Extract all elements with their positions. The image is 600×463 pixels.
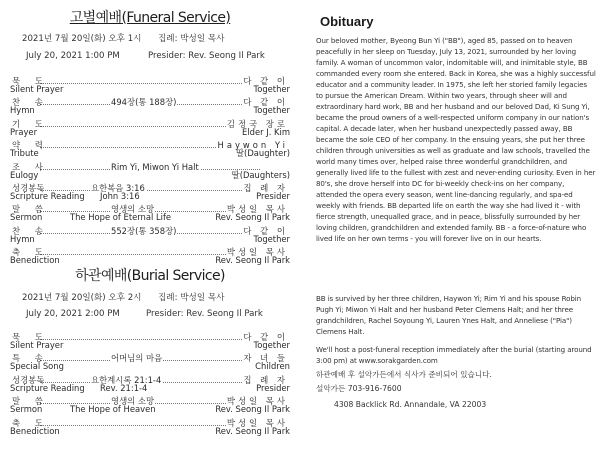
order-leader-en: Presider bbox=[256, 382, 290, 393]
order-detail-ko: 494장(통 188장) bbox=[111, 97, 177, 108]
burial-officiant-ko: 집례: 박성일 목사 bbox=[158, 293, 225, 303]
order-item-en: Tribute bbox=[10, 148, 39, 159]
burial-date-en: July 20, 2021 2:00 PM bbox=[26, 309, 120, 319]
order-leader-en: Together bbox=[253, 233, 290, 244]
order-leader-en: Elder J. Kim bbox=[242, 126, 290, 137]
order-item-ko: 말 씀 bbox=[12, 396, 49, 407]
order-row-english bbox=[10, 341, 290, 350]
order-leader-ko: 박성일 목사 bbox=[226, 204, 288, 215]
order-row-english bbox=[10, 192, 290, 201]
order-item-en: Silent Prayer bbox=[10, 340, 64, 350]
order-row bbox=[10, 204, 290, 223]
order-item-ko: 조 사 bbox=[12, 161, 49, 172]
order-item-en: Special Song bbox=[10, 361, 64, 372]
leader-dots bbox=[40, 339, 260, 340]
order-leader-ko: 집 례 자 bbox=[243, 374, 288, 385]
order-row-english bbox=[10, 405, 290, 414]
order-row bbox=[10, 183, 290, 201]
order-item-en: Sermon bbox=[10, 404, 43, 415]
order-detail-en: Rev. 21:1-4 bbox=[100, 382, 148, 393]
order-leader-ko: 박성일 목사 bbox=[226, 396, 288, 407]
obituary-title: Obituary bbox=[320, 14, 374, 29]
order-row bbox=[10, 225, 290, 244]
order-leader-ko: 김정국 장로 bbox=[226, 118, 288, 129]
order-row bbox=[10, 247, 290, 266]
order-row bbox=[10, 417, 290, 436]
order-item-ko: 약 력 bbox=[12, 140, 49, 151]
order-row bbox=[10, 374, 290, 393]
order-leader-ko: 다 같 이 bbox=[243, 76, 288, 86]
funeral-presider-en: Presider: Rev. Seong Il Park bbox=[148, 51, 265, 61]
order-row-english bbox=[10, 427, 290, 436]
order-leader-en: Presider bbox=[256, 191, 290, 201]
order-row-english bbox=[10, 106, 290, 115]
order-row bbox=[10, 353, 290, 372]
order-item-ko: 특 송 bbox=[12, 353, 49, 364]
order-leader-en: Children bbox=[255, 361, 290, 372]
order-detail-en: The Hope of Heaven bbox=[70, 404, 156, 415]
order-row-english bbox=[10, 128, 290, 137]
order-row bbox=[10, 332, 290, 350]
order-row bbox=[10, 161, 290, 180]
order-row bbox=[10, 118, 290, 137]
order-item-en: Eulogy bbox=[10, 169, 39, 180]
order-item-en: Benediction bbox=[10, 255, 60, 266]
order-leader-ko: 집 례 자 bbox=[243, 183, 288, 193]
order-item-ko: 기 도 bbox=[12, 118, 49, 129]
burial-presider-en: Presider: Rev. Seong Il Park bbox=[146, 309, 263, 319]
order-row-english bbox=[10, 384, 290, 393]
order-row-english bbox=[10, 149, 290, 158]
order-item-ko: 묵 도 bbox=[12, 76, 49, 86]
order-detail-ko: Rim Yi, Miwon Yi Halt bbox=[111, 161, 199, 172]
order-leader-en: Together bbox=[253, 105, 290, 116]
order-item-ko: 찬 송 bbox=[12, 97, 49, 108]
order-leader-en: Rev. Seong Il Park bbox=[215, 404, 290, 415]
obituary-paragraph-reception: We'll host a post-funeral reception immediately after the burial (starting around 3:00 pm) at www.sorakgarden.com bbox=[316, 345, 592, 365]
leader-dots bbox=[40, 83, 260, 84]
order-item-ko: 축 도 bbox=[12, 247, 49, 258]
order-item-ko: 성경봉독 bbox=[12, 183, 45, 193]
order-row-english bbox=[10, 171, 290, 180]
burial-date-ko: 2021년 7월 20일(화) 오후 2시 bbox=[22, 293, 142, 303]
order-detail-ko: 요한계시록 21:1-4 bbox=[91, 374, 162, 385]
order-detail-en: The Hope of Eternal Life bbox=[70, 212, 172, 223]
order-detail-ko: 영생의 소망 bbox=[111, 396, 155, 407]
order-leader-ko: 다 같 이 bbox=[243, 97, 288, 108]
order-item-en: Hymn bbox=[10, 105, 35, 116]
order-leader-ko: 자 녀 들 bbox=[243, 353, 288, 364]
order-item-en: Prayer bbox=[10, 126, 38, 137]
order-leader-ko: 다 같 이 bbox=[243, 225, 288, 236]
order-detail-ko: 어머님의 마음 bbox=[111, 353, 163, 364]
order-item-en: Hymn bbox=[10, 233, 35, 244]
order-leader-en: 딸(Daughter) bbox=[235, 148, 290, 159]
order-leader-en: Together bbox=[253, 340, 290, 350]
restaurant-phone: 설악가든 703-916-7600 bbox=[316, 384, 402, 393]
order-item-ko: 성경봉독 bbox=[12, 374, 45, 385]
funeral-date-en: July 20, 2021 1:00 PM bbox=[26, 51, 120, 61]
order-leader-ko: 박성일 목사 bbox=[226, 247, 288, 258]
order-detail-ko: 영생의 소망 bbox=[111, 204, 155, 215]
funeral-officiant-ko: 집례: 박성일 목사 bbox=[158, 34, 225, 44]
order-item-en: Silent Prayer bbox=[10, 84, 64, 94]
order-item-ko: 찬 송 bbox=[12, 225, 49, 236]
order-row-english bbox=[10, 256, 290, 265]
order-leader-ko: 박성일 목사 bbox=[226, 417, 288, 428]
order-row bbox=[10, 97, 290, 116]
order-row-english bbox=[10, 85, 290, 94]
order-item-en: Sermon bbox=[10, 212, 43, 223]
order-leader-en: Rev. Seong Il Park bbox=[215, 255, 290, 266]
order-item-en: Scripture Reading bbox=[10, 382, 85, 393]
order-item-ko: 말 씀 bbox=[12, 204, 49, 215]
order-row bbox=[10, 396, 290, 415]
order-item-ko: 묵 도 bbox=[12, 332, 49, 342]
obituary-paragraph-life: Our beloved mother, Byeong Bun Yi ("BB"), aged 85, passed on to heaven peacefully in her sleep on Tuesday, July 13, 2021, surrounded by her loving family. A woman of uncommon valor, indomitable will, and inimitable style, BB commanded every room she entered. Back in Korea, she was a highly successful educator and a community leader. In 1975, she left her storied family legacies to pursue the American Dream. Within two years, through sheer will and extraordinary hard work, BB and her husband and our beloved Dad, Ki Sung Yi, became the proud owners of a well-respected uniform company in our nation's capital. A decade later, when her husband unexpectedly passed away, BB became the sole CEO of her company. In the ensuing years, she put her three children through universities as well as graduate and law schools, travelled the world many times over, helped raise three wonderful grandchildren, and generally lived life to the fullest with zest and never-ending curiosity. Even in her 80's, she drove herself into DC for bi-weekly check-ins on her company, attended the opera every season, went line-dancing regularly, and spa-ed weekly with friends. BB departed life on earth the way she had lived it - with fierce strength, unequalled grace, and in peace, blissfully surrounded by her loving children, grandchildren and extended family. BB - a force-of-nature who lived life on her own terms - you will forever live on in our hearts. bbox=[316, 36, 596, 243]
order-detail-ko: 요한복음 3:16 bbox=[91, 183, 145, 193]
order-leader-ko: 다 같 이 bbox=[243, 332, 288, 342]
order-row-english bbox=[10, 213, 290, 222]
order-row bbox=[10, 140, 290, 159]
order-row-english bbox=[10, 235, 290, 244]
order-leader-en: 딸(Daughters) bbox=[231, 169, 290, 180]
order-item-en: Scripture Reading bbox=[10, 191, 85, 201]
reception-note-ko: 하관예배 후 설악가든에서 식사가 준비되어 있습니다. bbox=[316, 370, 492, 379]
funeral-date-ko: 2021년 7월 20일(화) 오후 1시 bbox=[22, 34, 142, 44]
funeral-title: 고별예배(Funeral Service) bbox=[69, 10, 231, 26]
order-item-en: Benediction bbox=[10, 425, 60, 436]
order-leader-en: Together bbox=[253, 84, 290, 94]
order-row-english bbox=[10, 362, 290, 371]
order-detail-ko: 552장(통 358장) bbox=[111, 225, 177, 236]
order-row bbox=[10, 76, 290, 94]
order-leader-en: Rev. Seong Il Park bbox=[215, 212, 290, 223]
restaurant-address: 4308 Backlick Rd. Annandale, VA 22003 bbox=[334, 400, 487, 409]
obituary-paragraph-survivors: BB is survived by her three children, Haywon Yi; Rim Yi and his spouse Robin Pugh Yi; Miwon Yi Halt and her husband Peter Clemens Halt; and her three grandchildren, Rachel Soyoung Yi, Lauren Ynes Halt, and Anneliese ("Pia") Clemens Halt. bbox=[316, 294, 582, 336]
order-item-ko: 축 도 bbox=[12, 417, 49, 428]
obituary-column bbox=[300, 0, 600, 463]
burial-title: 하관예배(Burial Service) bbox=[75, 268, 225, 284]
order-detail-en: John 3:16 bbox=[100, 191, 140, 201]
order-leader-en: Rev. Seong Il Park bbox=[215, 425, 290, 436]
order-leader-ko: Haywon Yi bbox=[217, 140, 288, 151]
